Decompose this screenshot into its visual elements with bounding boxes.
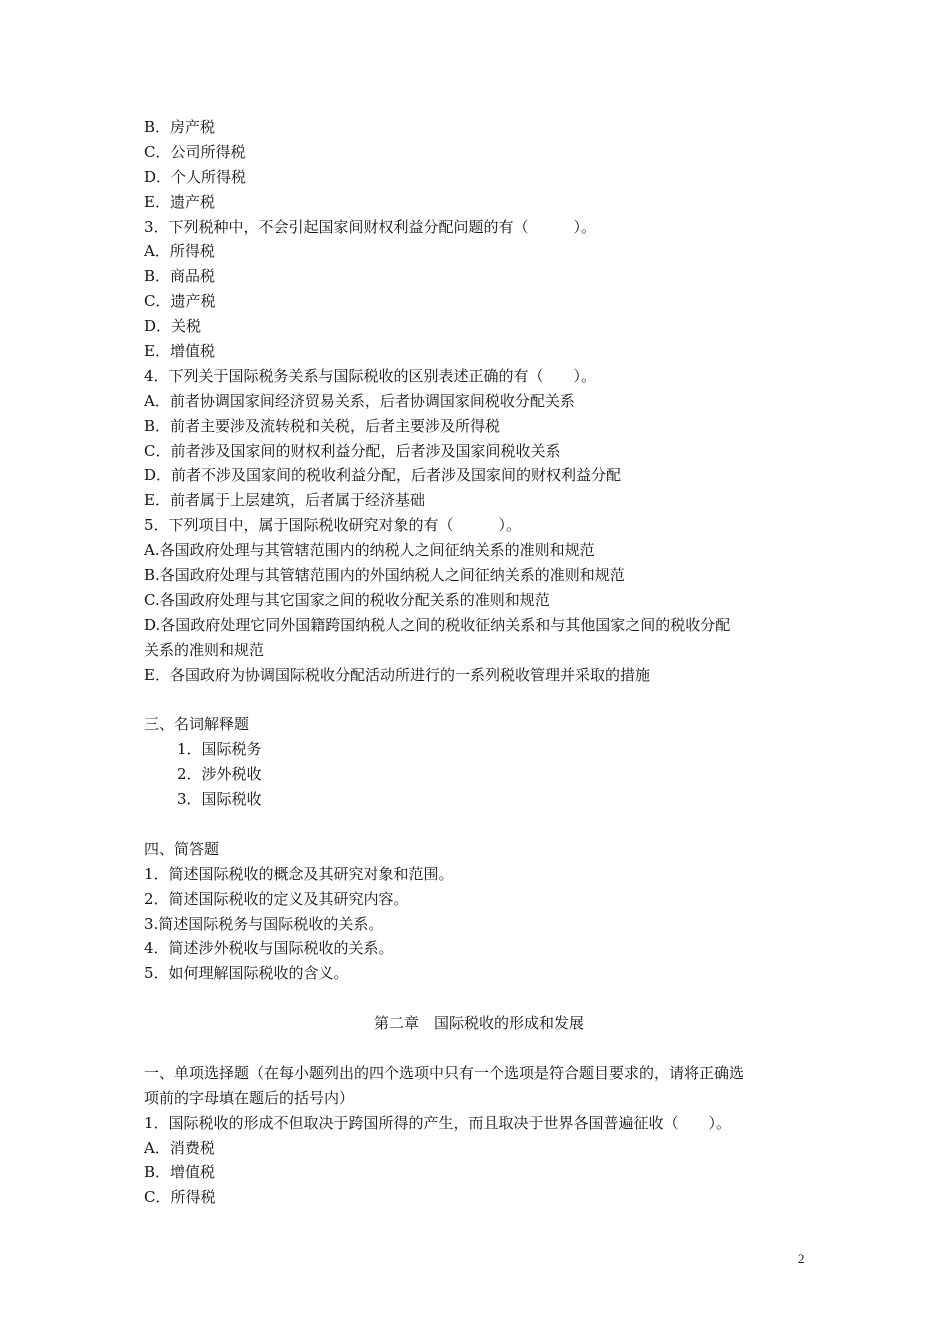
spacer [144, 812, 814, 837]
option-line: C．所得税 [144, 1188, 216, 1207]
option-line: B．增值税 [144, 1163, 216, 1182]
section-heading: 一、单项选择题（在每小题列出的四个选项中只有一个选项是符合题目要求的，请将正确选 [144, 1063, 745, 1082]
question-line: 4．简述涉外税收与国际税收的关系。 [144, 939, 394, 958]
spacer [144, 1036, 814, 1061]
page-number: 2 [798, 1251, 805, 1266]
option-line: B．前者主要涉及流转税和关税，后者主要涉及所得税 [144, 416, 501, 435]
chapter-title: 第二章 国际税收的形成和发展 [373, 1014, 584, 1033]
option-line: B.各国政府处理与其管辖范围内的外国纳税人之间征纳关系的准则和规范 [144, 566, 625, 585]
section-heading-cont: 项前的字母填在题后的括号内） [144, 1088, 355, 1107]
option-line: C．公司所得税 [144, 142, 246, 161]
option-line: D．前者不涉及国家间的税收利益分配，后者涉及国家间的财权利益分配 [144, 466, 622, 485]
question-line: 5．如何理解国际税收的含义。 [144, 964, 349, 983]
option-line: C．前者涉及国家间的财权利益分配，后者涉及国家间税收关系 [144, 441, 561, 460]
section-heading: 四、简答题 [144, 839, 220, 858]
document-body [144, 115, 814, 1210]
option-line: A．所得税 [144, 242, 215, 261]
question-line: 4．下列关于国际税务关系与国际税收的区别表述正确的有（ ）。 [144, 366, 597, 385]
option-line: 关系的准则和规范 [144, 640, 265, 659]
term-item: 2．涉外税收 [177, 765, 262, 784]
option-line: A.各国政府处理与其管辖范围内的纳税人之间征纳关系的准则和规范 [144, 541, 595, 560]
option-line: A．前者协调国家间经济贸易关系，后者协调国家间税收分配关系 [144, 391, 575, 410]
question-line: 1．简述国际税收的概念及其研究对象和范围。 [144, 864, 454, 883]
option-line: A．消费税 [144, 1138, 215, 1157]
option-line: E．增值税 [144, 342, 215, 361]
question-line: 1．国际税收的形成不但取决于跨国所得的产生，而且取决于世界各国普遍征收（ ）。 [144, 1113, 732, 1132]
term-item: 1．国际税务 [177, 740, 262, 759]
question-line: 3．下列税种中，不会引起国家间财权利益分配问题的有（ ）。 [144, 217, 597, 236]
question-line: 2．简述国际税收的定义及其研究内容。 [144, 889, 409, 908]
question-line: 3.简述国际税务与国际税收的关系。 [144, 914, 384, 933]
option-line: C．遗产税 [144, 292, 216, 311]
option-line: B．商品税 [144, 267, 216, 286]
question-line: 5．下列项目中，属于国际税收研究对象的有（ ）。 [144, 516, 522, 535]
option-line: D.各国政府处理它同外国籍跨国纳税人之间的税收征纳关系和与其他国家之间的税收分配 [144, 615, 731, 634]
option-line: E．遗产税 [144, 192, 215, 211]
option-line: D．个人所得税 [144, 167, 247, 186]
option-line: C.各国政府处理与其它国家之间的税收分配关系的准则和规范 [144, 590, 550, 609]
spacer [144, 986, 814, 1011]
option-line: B．房产税 [144, 118, 216, 136]
term-item: 3．国际税收 [177, 790, 262, 809]
option-line: D．关税 [144, 317, 202, 336]
option-line: E．前者属于上层建筑，后者属于经济基础 [144, 491, 425, 510]
spacer [144, 687, 814, 712]
option-line: E．各国政府为协调国际税收分配活动所进行的一系列税收管理并采取的措施 [144, 665, 650, 684]
section-heading: 三、名词解释题 [144, 715, 250, 734]
